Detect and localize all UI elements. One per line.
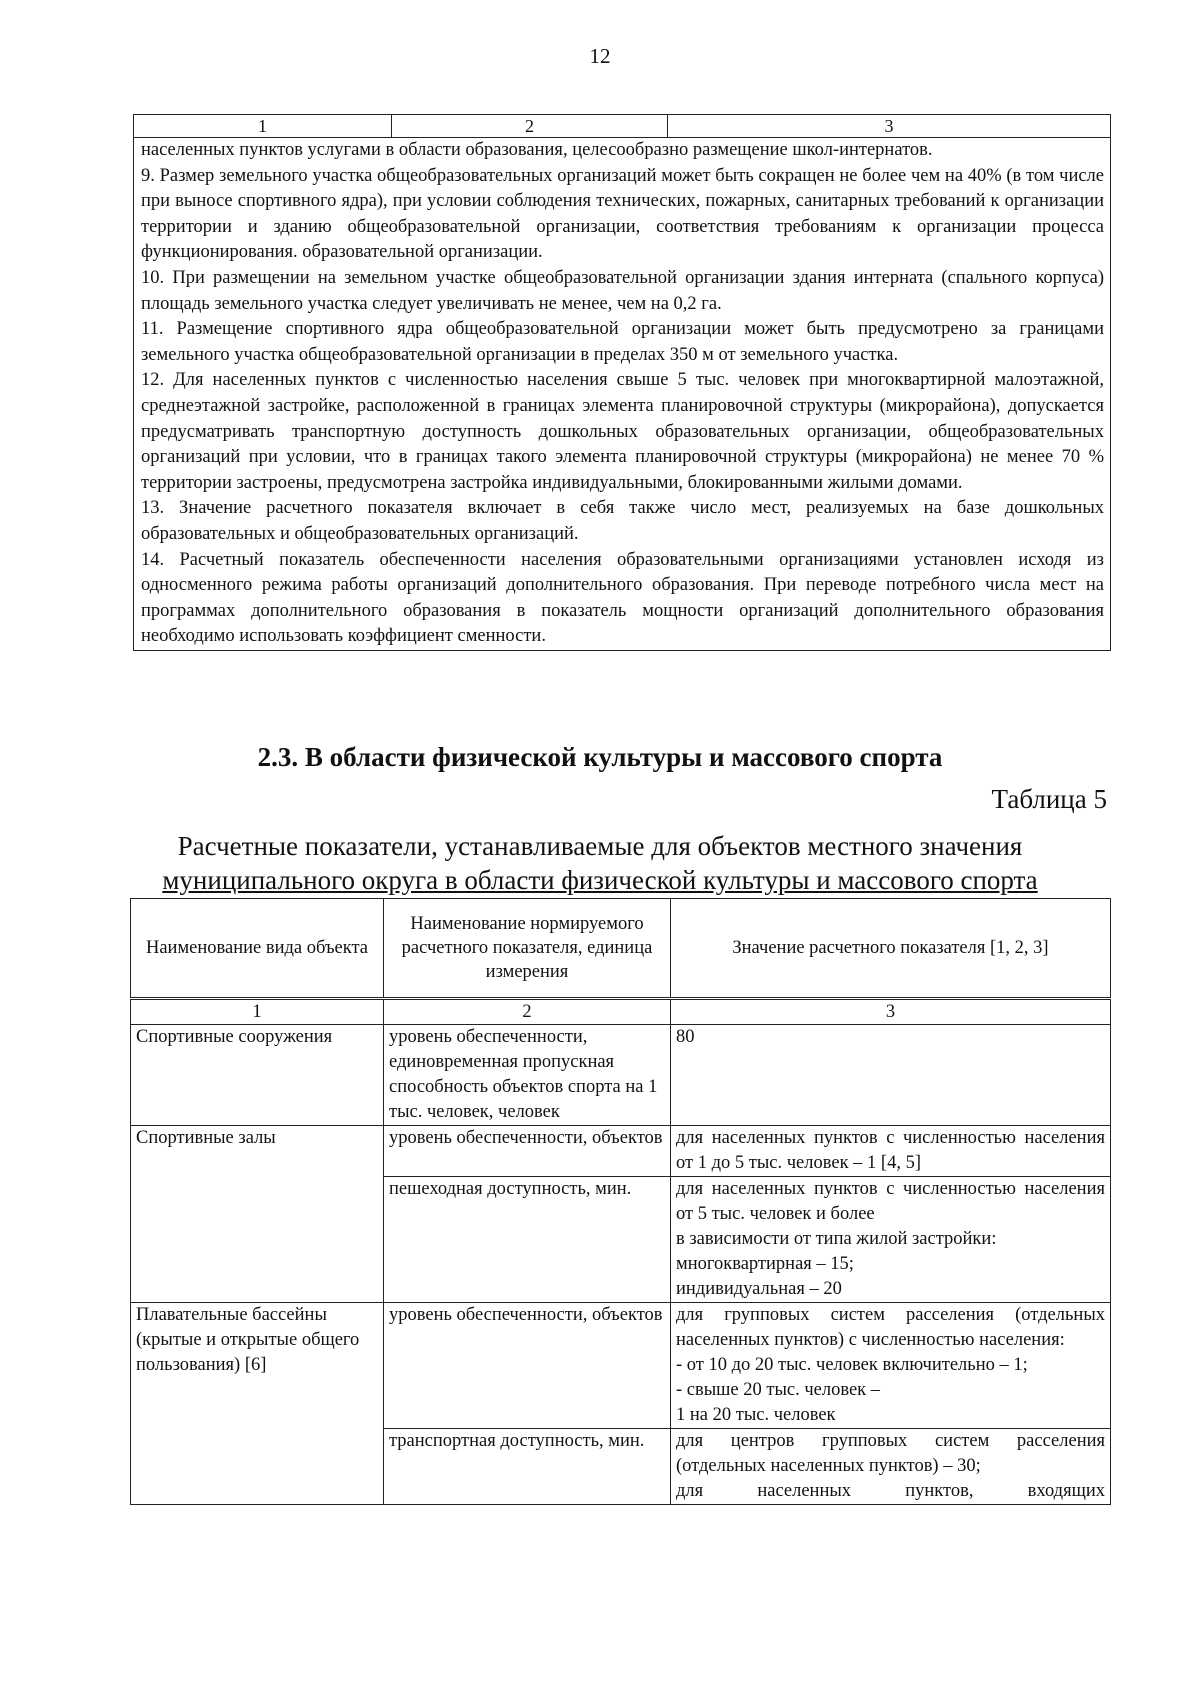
value-line: - от 10 до 20 тыс. человек включительно – 1; xyxy=(676,1355,1028,1375)
value-line: многоквартирная – 15; xyxy=(676,1254,854,1274)
header-value: Значение расчетного показателя [1, 2, 3] xyxy=(671,899,1111,999)
object-type-cell: Плавательные бассейны (крытые и открытые общего пользования) [6] xyxy=(131,1303,384,1505)
table-caption xyxy=(0,829,1200,897)
indicator-cell: транспортная доступность, мин. xyxy=(384,1429,671,1505)
indicator-cell: уровень обеспеченности, объектов xyxy=(384,1303,671,1429)
indicator-cell: уровень обеспеченности, объектов xyxy=(384,1126,671,1177)
value-cell: 80 xyxy=(671,1025,1111,1126)
value-line: для центров групповых систем расселения (отдельных населенных пунктов) – 30; xyxy=(676,1431,1105,1476)
indicator-cell: пешеходная доступность, мин. xyxy=(384,1177,671,1303)
continuation-table xyxy=(133,114,1111,651)
object-type-cell: Спортивные залы xyxy=(131,1126,384,1303)
value-cell xyxy=(671,1177,1111,1303)
note-paragraph: населенных пунктов услугами в области образования, целесообразно размещение школ-интернатов. xyxy=(141,140,933,160)
column-number: 1 xyxy=(131,999,384,1025)
note-paragraph: 9. Размер земельного участка общеобразовательных организаций может быть сокращен не более чем на 40% (в том числе при выносе спортивного ядра), при условии соблюдения технических, пожарных, санитарных требований к организации территории и зданию общеобразовательной организации, соответствия требованиям к организации процесса функционирования. образовательной организации. xyxy=(141,165,1104,263)
header-object-type: Наименование вида объекта xyxy=(131,899,384,999)
value-line: в зависимости от типа жилой застройки: xyxy=(676,1229,997,1249)
value-cell xyxy=(671,1303,1111,1429)
note-paragraph: 12. Для населенных пунктов с численностью населения свыше 5 тыс. человек при многоквартирной малоэтажной, среднеэтажной застройке, расположенной в границах элемента планировочной структуры (микрорайона), допускается предусматривать транспортную доступность дошкольных образовательных организации, общеобразовательных организаций при условии, что в границах такого элемента планировочной структуры (микрорайона) не менее 70 % территории застроены, предусмотрена застройка индивидуальными, блокированными жилыми домами. xyxy=(141,370,1104,493)
column-number: 3 xyxy=(884,116,894,136)
value-cell xyxy=(671,1429,1111,1505)
note-paragraph: 14. Расчетный показатель обеспеченности населения образовательными организациями установлен исходя из односменного режима работы организаций дополнительного образования. При переводе потребного числа мест на программах дополнительного образования в показатель мощности организаций дополнительного образования необходимо использовать коэффициент сменности. xyxy=(141,549,1104,647)
sports-indicators-table xyxy=(130,898,1111,1505)
table-caption-line: Расчетные показатели, устанавливаемые для объектов местного значения xyxy=(177,831,1023,861)
value-line: индивидуальная – 20 xyxy=(676,1279,842,1299)
continuation-table-body xyxy=(134,138,1110,650)
note-paragraph: 13. Значение расчетного показателя включает в себя также число мест, реализуемых на базе дошкольных образовательных и общеобразовательных организаций. xyxy=(141,498,1104,544)
table-row xyxy=(131,1126,1111,1177)
table-label: Таблица 5 xyxy=(991,784,1107,814)
column-number: 1 xyxy=(134,115,392,137)
object-type-cell: Спортивные сооружения xyxy=(131,1025,384,1126)
value-line: для населенных пунктов, входящих xyxy=(676,1481,1105,1501)
value-line: для населенных пунктов с численностью населения от 5 тыс. человек и более xyxy=(676,1179,1105,1224)
note-paragraph: 10. При размещении на земельном участке общеобразовательной организации здания интерната (спального корпуса) площадь земельного участка следует увеличивать не менее, чем на 0,2 га. xyxy=(141,267,1104,314)
value-line: для групповых систем расселения (отдельных населенных пунктов) с численностью населения: xyxy=(676,1305,1105,1350)
column-number: 2 xyxy=(392,115,668,137)
section-title: 2.3. В области физической культуры и массового спорта xyxy=(257,742,943,772)
continuation-table-header xyxy=(134,115,1110,138)
header-indicator: Наименование нормируемого расчетного показателя, единица измерения xyxy=(384,899,671,999)
value-line: 1 на 20 тыс. человек xyxy=(676,1405,836,1425)
value-line: - свыше 20 тыс. человек – xyxy=(676,1380,881,1400)
table-row xyxy=(131,1303,1111,1429)
column-number: 2 xyxy=(384,999,671,1025)
note-paragraph: 11. Размещение спортивного ядра общеобразовательной организации может быть предусмотрено за границами земельного участка общеобразовательной организации в пределах 350 м от земельного участка. xyxy=(141,319,1104,365)
page-number: 12 xyxy=(589,44,611,68)
column-number: 3 xyxy=(671,999,1111,1025)
value-cell: для населенных пунктов с численностью населения от 1 до 5 тыс. человек – 1 [4, 5] xyxy=(671,1126,1111,1177)
table-row xyxy=(131,1025,1111,1126)
indicator-cell: уровень обеспеченности, единовременная пропускная способность объектов спорта на 1 тыс. человек, человек xyxy=(384,1025,671,1126)
table-caption-line: муниципального округа в области физической культуры и массового спорта xyxy=(162,865,1038,895)
